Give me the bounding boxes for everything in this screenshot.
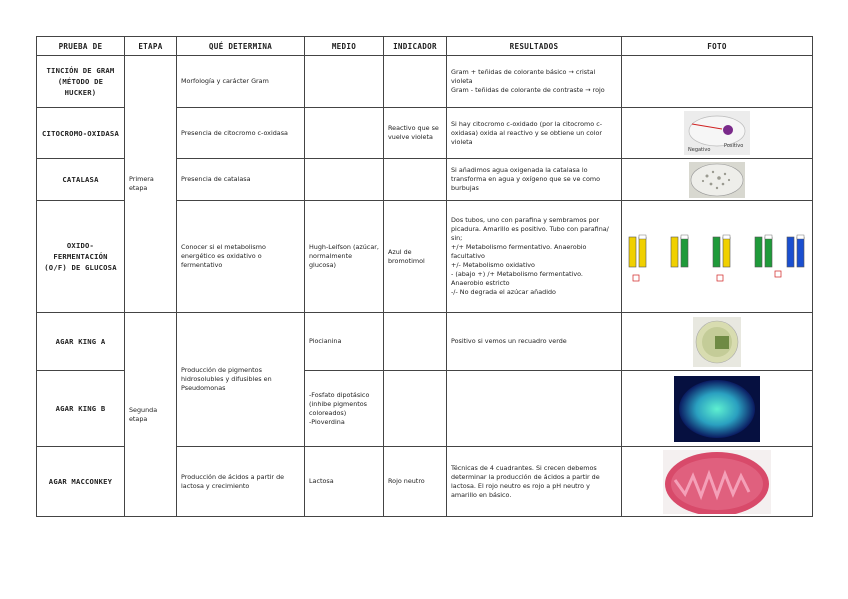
prueba-macconkey: AGAR MACCONKEY	[37, 447, 125, 517]
header-foto: FOTO	[622, 37, 813, 56]
header-resultados: RESULTADOS	[447, 37, 622, 56]
medio-king-a: Piocianina	[305, 313, 384, 371]
prueba-oxidasa: CITOCROMO-OXIDASA	[37, 108, 125, 159]
foto-oxidasa	[622, 108, 813, 159]
resultados-oxidasa: Si hay citocromo c-oxidado (por la citocromo c-oxidasa) oxida al reactivo y se obtiene un color violeta	[447, 108, 622, 159]
medio-of: Hugh-Leifson (azúcar, normalmente glucosa)	[305, 201, 384, 313]
indicador-oxidasa: Reactivo que se vuelve violeta	[384, 108, 447, 159]
king-a-photo	[693, 317, 741, 367]
oxidasa-photo	[684, 111, 750, 155]
prueba-king-b: AGAR KING B	[37, 371, 125, 447]
determina-oxidasa: Presencia de citocromo c-oxidasa	[177, 108, 305, 159]
table-row	[37, 56, 813, 108]
foto-catalasa	[622, 159, 813, 201]
oxidasa-negativo-label: Negativo	[688, 147, 711, 153]
indicador-macconkey: Rojo neutro	[384, 447, 447, 517]
header-etapa: ETAPA	[125, 37, 177, 56]
prueba-king-a: AGAR KING A	[37, 313, 125, 371]
determina-gram: Morfología y carácter Gram	[177, 56, 305, 108]
indicador-catalasa	[384, 159, 447, 201]
tabla-pruebas	[36, 36, 813, 517]
medio-catalasa	[305, 159, 384, 201]
table-row	[37, 313, 813, 371]
medio-oxidasa	[305, 108, 384, 159]
etapa-segunda: Segunda etapa	[125, 313, 177, 517]
prueba-gram: TINCIÓN DE GRAM (MÉTODO DE HUCKER)	[37, 56, 125, 108]
foto-king-a	[622, 313, 813, 371]
medio-macconkey: Lactosa	[305, 447, 384, 517]
indicador-gram	[384, 56, 447, 108]
catalasa-photo	[689, 162, 745, 198]
medio-gram	[305, 56, 384, 108]
resultados-of: Dos tubos, uno con parafina y sembramos por picadura. Amarillo es positivo. Tubo con parafina/ sin; +/+ Metabolismo fermentativo. Anaerobio facultativo +/- Metabolismo oxidativo - (abajo +) /+ Metabolismo fermentativo. Anaerobio estricto -/- No degrada el azúcar añadido	[447, 201, 622, 313]
king-b-photo	[674, 376, 760, 442]
foto-macconkey	[622, 447, 813, 517]
indicador-of: Azul de bromotimol	[384, 201, 447, 313]
indicador-king-a	[384, 313, 447, 371]
indicador-king-b	[384, 371, 447, 447]
resultados-gram: Gram + teñidas de colorante básico → cristal violeta Gram - teñidas de colorante de contraste → rojo	[447, 56, 622, 108]
determina-of: Conocer si el metabolismo energético es oxidativo o fermentativo	[177, 201, 305, 313]
header-indicador: INDICADOR	[384, 37, 447, 56]
determina-king: Producción de pigmentos hidrosolubles y difusibles en Pseudomonas	[177, 313, 305, 447]
determina-catalasa: Presencia de catalasa	[177, 159, 305, 201]
etapa-primera: Primera etapa	[125, 56, 177, 313]
header-determina: QUÉ DETERMINA	[177, 37, 305, 56]
medio-king-b: -Fosfato dipotásico (inhibe pigmentos coloreados) -Pioverdina	[305, 371, 384, 447]
macconkey-photo	[663, 450, 771, 514]
resultados-king-b	[447, 371, 622, 447]
foto-of	[622, 201, 813, 313]
prueba-catalasa: CATALASA	[37, 159, 125, 201]
foto-gram	[622, 56, 813, 108]
of-tubes-diagram	[625, 229, 809, 285]
foto-king-b	[622, 371, 813, 447]
resultados-macconkey: Técnicas de 4 cuadrantes. Si crecen debemos determinar la producción de ácidos a partir de lactosa. El rojo neutro es rojo a pH neutro y amarillo en básico.	[447, 447, 622, 517]
oxidasa-positivo-label: Positivo	[724, 143, 744, 149]
resultados-catalasa: Si añadimos agua oxigenada la catalasa lo transforma en agua y oxígeno que se ve como burbujas	[447, 159, 622, 201]
prueba-of: OXIDO-FERMENTACIÓN (O/F) DE GLUCOSA	[37, 201, 125, 313]
determina-macconkey: Producción de ácidos a partir de lactosa y crecimiento	[177, 447, 305, 517]
resultados-king-a: Positivo si vemos un recuadro verde	[447, 313, 622, 371]
header-medio: MEDIO	[305, 37, 384, 56]
header-prueba: PRUEBA DE	[37, 37, 125, 56]
header-row	[37, 37, 813, 56]
